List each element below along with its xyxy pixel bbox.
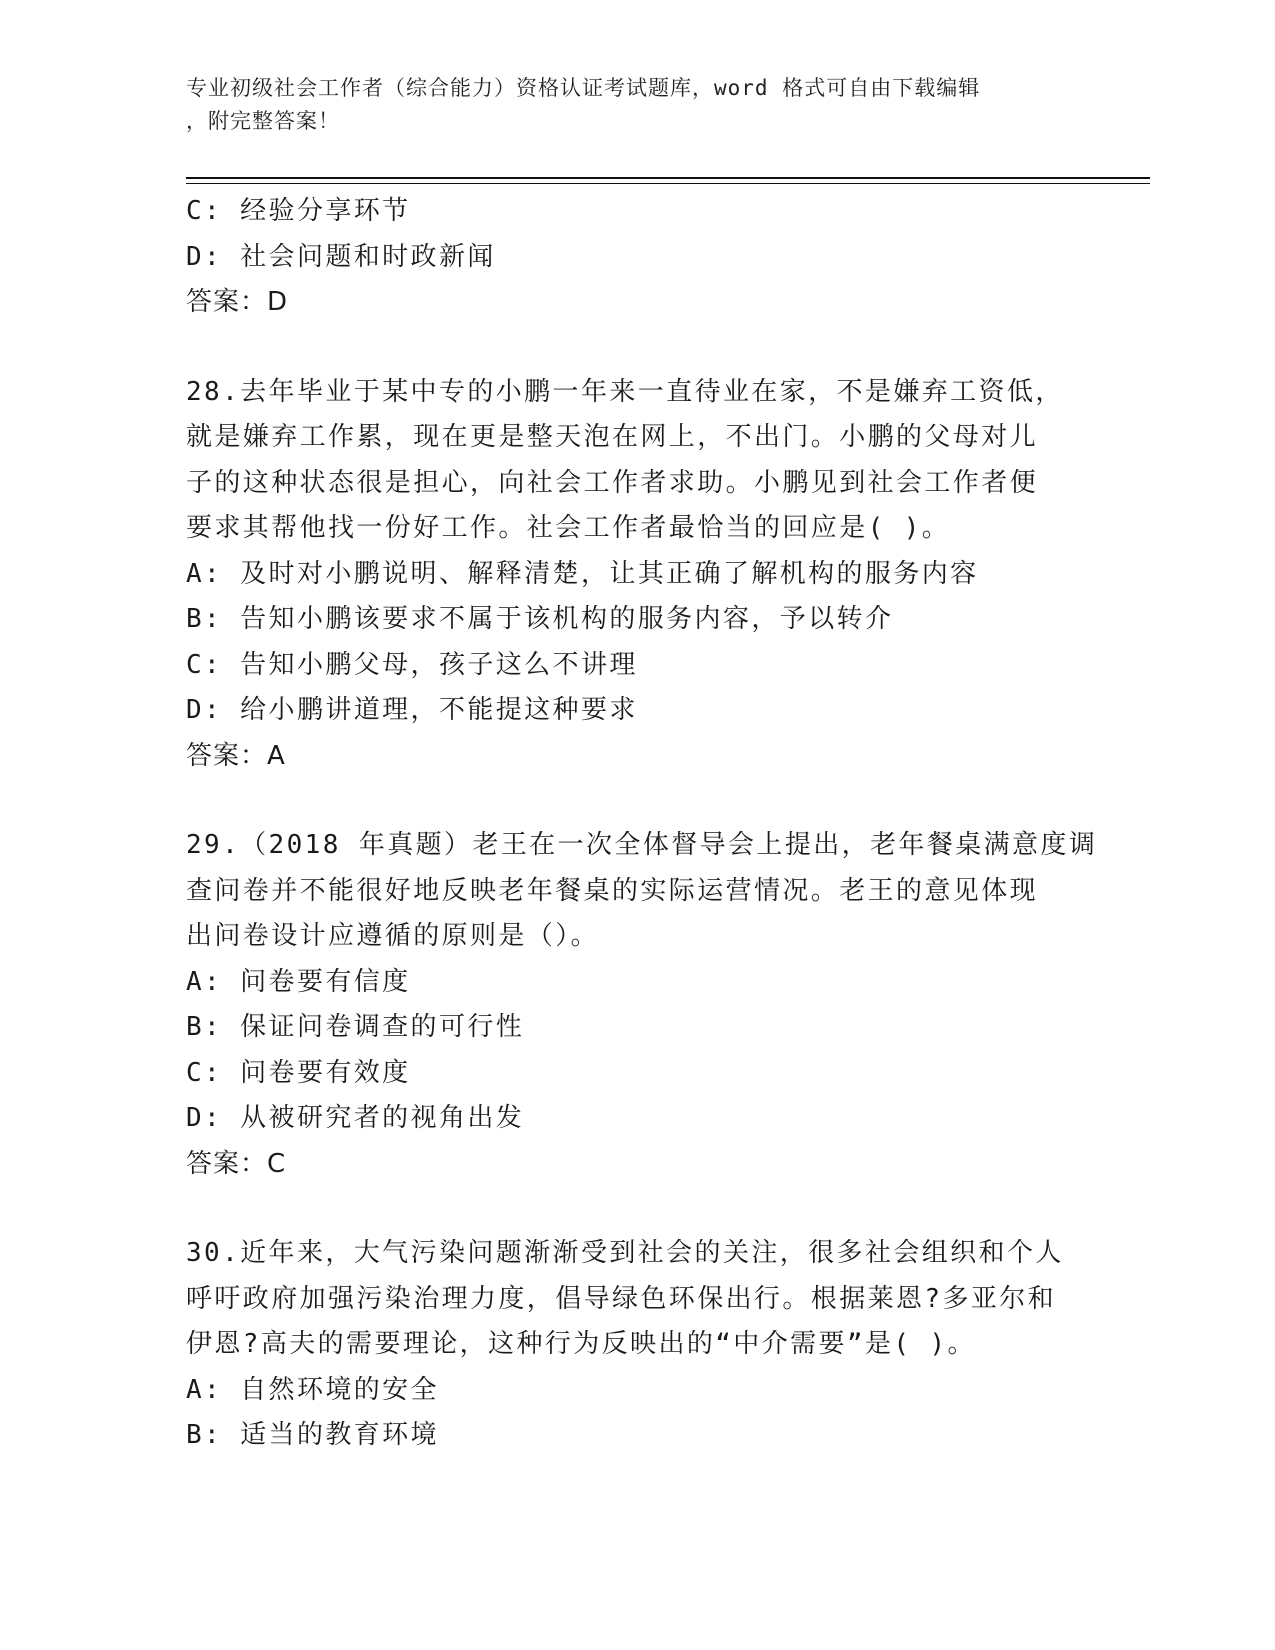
question-text-line: 查问卷并不能很好地反映老年餐桌的实际运营情况。老王的意见体现	[186, 875, 1039, 906]
page-header	[186, 72, 1066, 138]
question-text-line: 出问卷设计应遵循的原则是（）。	[186, 921, 600, 951]
question-28	[186, 370, 1086, 780]
question-30	[186, 1231, 1086, 1459]
spacer	[186, 779, 1086, 823]
header-line-1: 专业初级社会工作者（综合能力）资格认证考试题库，word 格式可自由下载编辑	[186, 76, 981, 100]
option-a: A: 自然环境的安全	[186, 1374, 439, 1405]
question-text-line: 要求其帮他找一份好工作。社会工作者最恰当的回应是( )。	[186, 513, 951, 543]
option-a: A: 及时对小鹏说明、解释清楚，让其正确了解机构的服务内容	[186, 558, 979, 589]
question-27-partial	[186, 189, 1086, 326]
option-a: A: 问卷要有信度	[186, 966, 411, 997]
option-c: C: 经验分享环节	[186, 196, 411, 226]
question-text-line: 呼吁政府加强污染治理力度，倡导绿色环保出行。根据莱恩?多亚尔和	[186, 1283, 1057, 1314]
question-29	[186, 823, 1098, 1187]
spacer	[186, 326, 1086, 370]
option-d: D: 从被研究者的视角出发	[186, 1103, 525, 1133]
question-content	[186, 189, 1098, 1459]
option-b: B: 保证问卷调查的可行性	[186, 1012, 525, 1042]
answer-line: 答案：A	[186, 740, 286, 771]
question-text-line: 就是嫌弃工作累，现在更是整天泡在网上，不出门。小鹏的父母对儿	[186, 422, 1039, 452]
option-d: D: 社会问题和时政新闻	[186, 241, 496, 272]
header-line-2: ，附完整答案！	[186, 109, 340, 133]
spacer	[186, 1187, 1086, 1231]
answer-line: 答案：D	[186, 287, 289, 317]
question-text-line: 29.（2018 年真题）老王在一次全体督导会上提出，老年餐桌满意度调	[186, 830, 1098, 860]
answer-line: 答案：C	[186, 1148, 287, 1179]
question-text-line: 28.去年毕业于某中专的小鹏一年来一直待业在家，不是嫌弃工资低，	[186, 376, 1064, 407]
question-text-line: 子的这种状态很是担心，向社会工作者求助。小鹏见到社会工作者便	[186, 467, 1039, 498]
question-text-line: 30.近年来，大气污染问题渐渐受到社会的关注，很多社会组织和个人	[186, 1238, 1064, 1268]
option-d: D: 给小鹏讲道理，不能提这种要求	[186, 695, 638, 725]
question-text-line: 伊恩?高夫的需要理论，这种行为反映出的“中介需要”是( )。	[186, 1329, 976, 1359]
option-c: C: 问卷要有效度	[186, 1057, 411, 1088]
option-b: B: 告知小鹏该要求不属于该机构的服务内容，予以转介	[186, 604, 894, 634]
option-b: B: 适当的教育环境	[186, 1420, 439, 1450]
header-rule-thin	[186, 183, 1150, 184]
option-c: C: 告知小鹏父母，孩子这么不讲理	[186, 649, 638, 680]
header-rule-thick	[186, 177, 1150, 179]
